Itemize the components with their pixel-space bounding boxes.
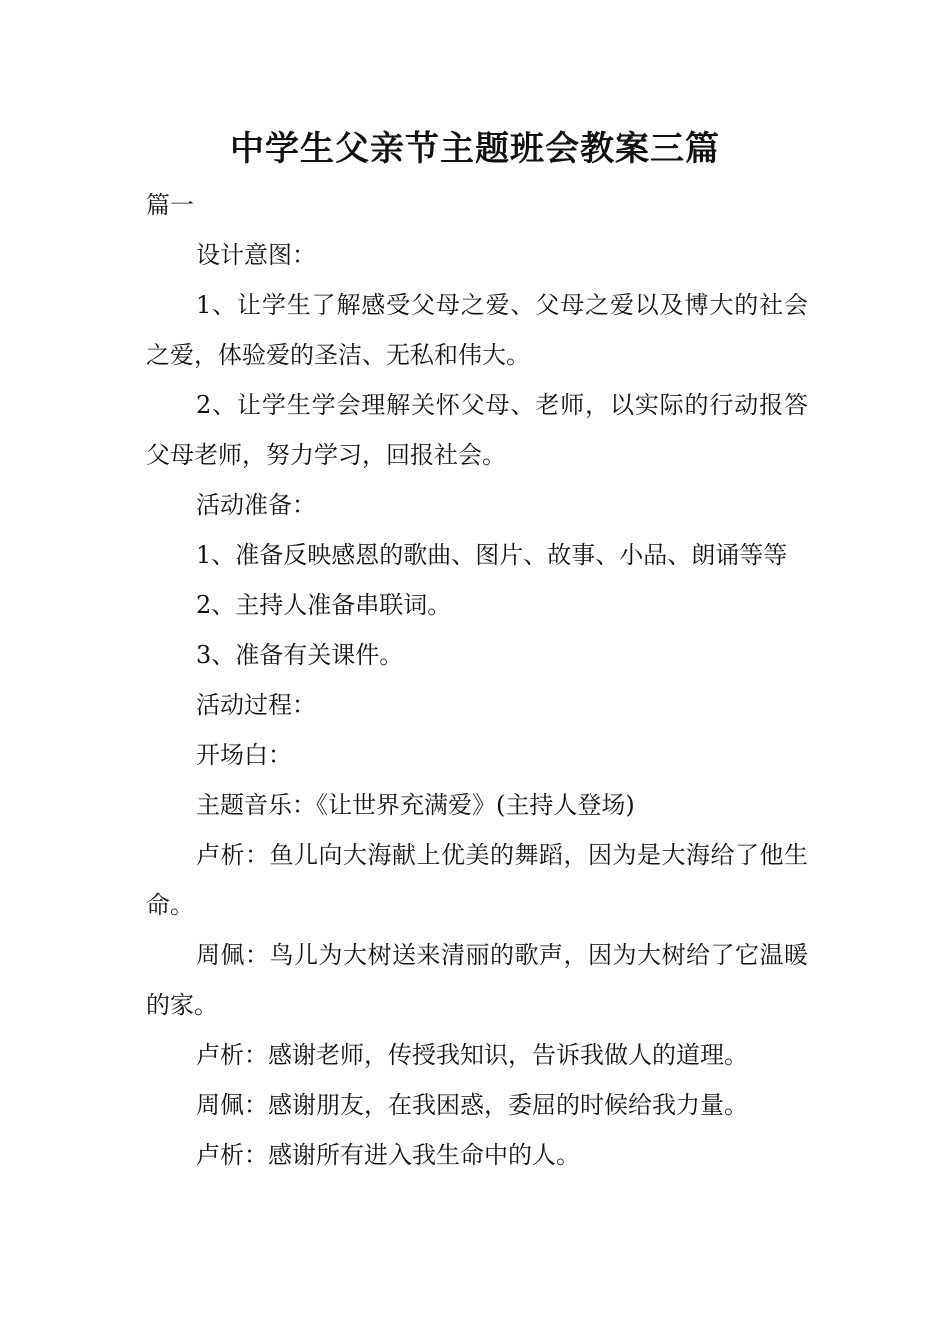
paragraph-process-heading: 活动过程：: [196, 691, 316, 719]
paragraph-dialogue-2: 周佩：鸟儿为大树送来清丽的歌声，因为大树给了它温暖的家。: [146, 941, 808, 1019]
paragraph-preparation-heading: 活动准备：: [196, 491, 316, 519]
paragraph-dialogue-5: 卢析：感谢所有进入我生命中的人。: [196, 1141, 580, 1169]
paragraph-design-intent-1: 1、让学生了解感受父母之爱、父母之爱以及博大的社会之爱，体验爱的圣洁、无私和伟大。: [146, 291, 808, 369]
paragraph-theme-music: 主题音乐：《让世界充满爱》(主持人登场): [196, 791, 635, 819]
paragraph-design-intent-heading: 设计意图：: [196, 241, 316, 269]
paragraph-section-heading: 篇一: [146, 191, 194, 219]
paragraph-dialogue-1: 卢析：鱼儿向大海献上优美的舞蹈，因为是大海给了他生命。: [146, 841, 808, 919]
paragraph-preparation-1: 1、准备反映感恩的歌曲、图片、故事、小品、朗诵等等: [196, 541, 788, 569]
paragraph-preparation-2: 2、主持人准备串联词。: [196, 591, 452, 619]
paragraph-design-intent-2: 2、让学生学会理解关怀父母、老师，以实际的行动报答父母老师，努力学习，回报社会。: [146, 391, 808, 469]
document-body: [146, 180, 808, 1180]
paragraph-preparation-3: 3、准备有关课件。: [196, 641, 404, 669]
paragraph-dialogue-3: 卢析：感谢老师，传授我知识，告诉我做人的道理。: [196, 1041, 748, 1069]
paragraph-opening-heading: 开场白：: [196, 741, 292, 769]
paragraph-dialogue-4: 周佩：感谢朋友，在我困惑，委屈的时候给我力量。: [196, 1091, 748, 1119]
document-title: 中学生父亲节主题班会教案三篇: [230, 129, 720, 169]
